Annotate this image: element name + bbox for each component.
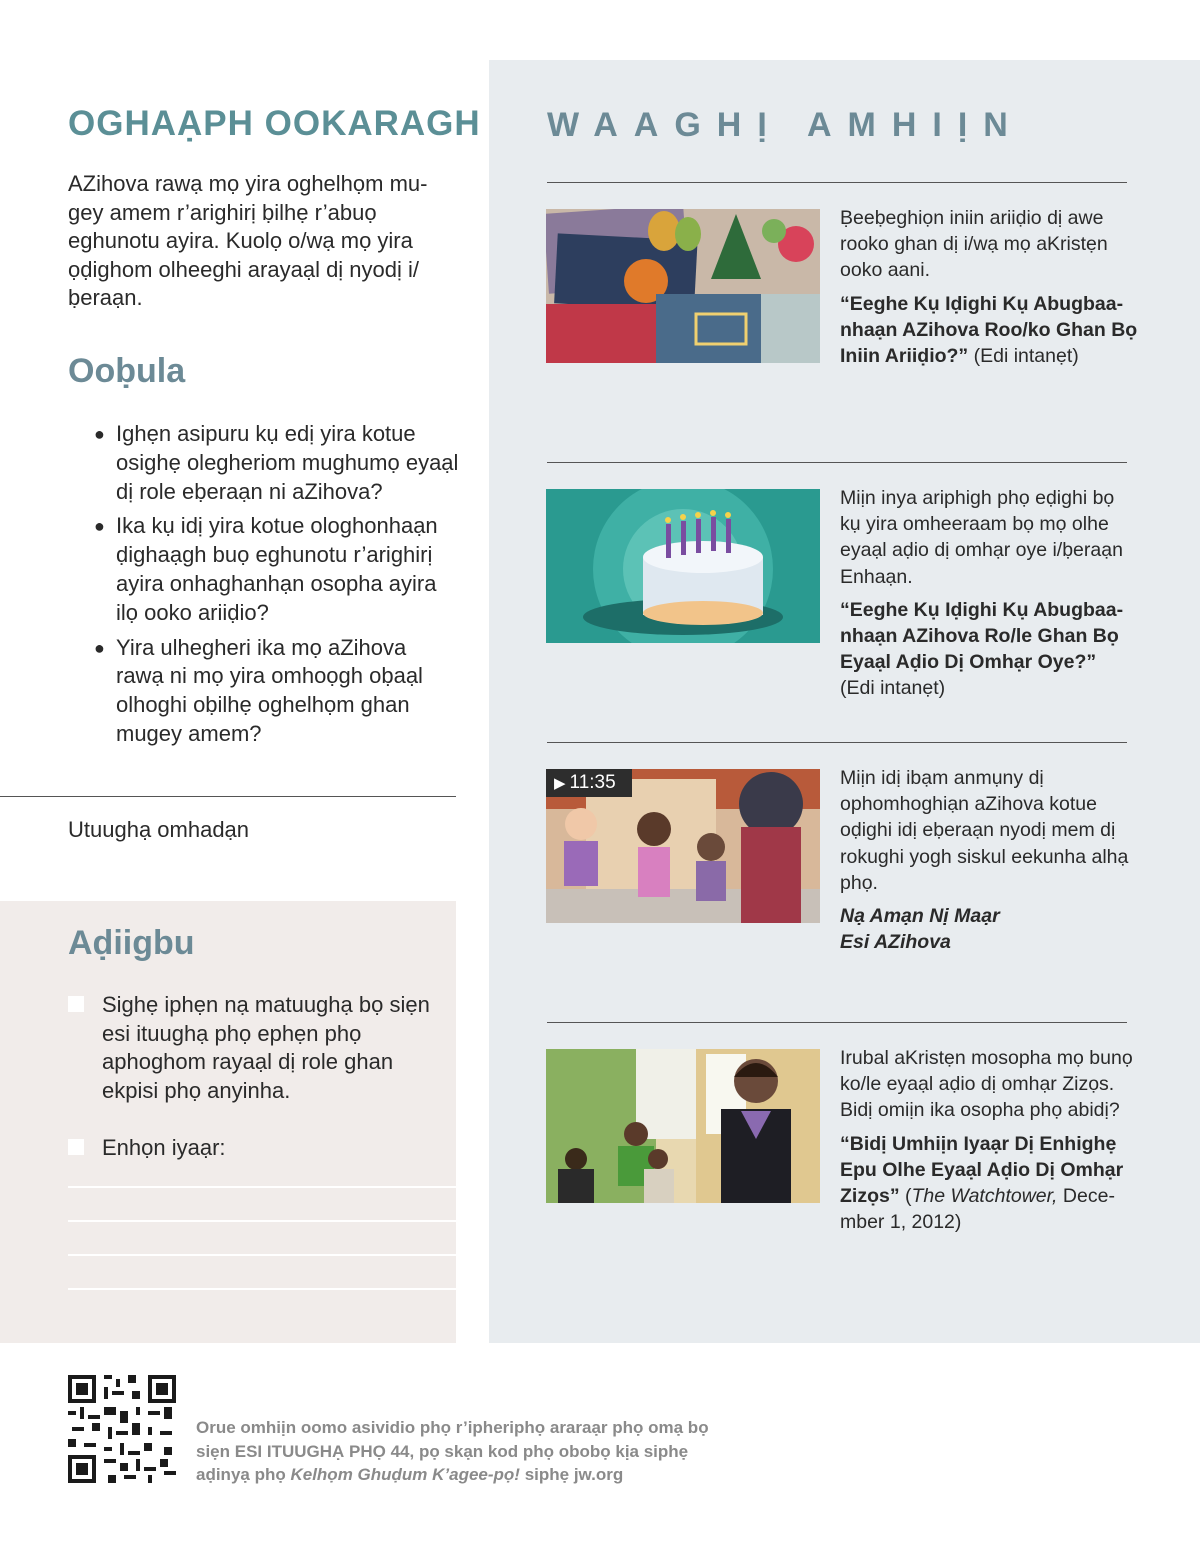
holiday-collage-illustration [546, 209, 820, 363]
review-question [94, 420, 459, 506]
birthday-cake-illustration [546, 489, 820, 643]
write-line [68, 1220, 456, 1222]
birthday-cake-image[interactable] [546, 489, 820, 643]
write-line [68, 1254, 456, 1256]
play-icon[interactable]: ▶ [554, 775, 566, 792]
woman-smiling-photo[interactable] [546, 1049, 820, 1203]
animated-children-video[interactable] [546, 769, 820, 923]
summary-text: AZihova rawạ mọ yira oghelhọm mugey amem r’arighirị ḅilhẹ r’abuọ eghunotu ayira. Kuolọ o/wạ mọ yira ọḍighom olheeghi arayaạl dị nyodị i/ḅeraạn. [68, 171, 428, 310]
write-line [68, 1288, 456, 1290]
resource-item [840, 485, 1140, 702]
woman-smiling-illustration [546, 1049, 820, 1203]
apply-item [68, 1134, 438, 1163]
divider [547, 1022, 1127, 1023]
review-question-text: Ika kụ idị yira kotue ologhonhaạn ḍighaạgh buọ eghunotu r’arighirị ayira onhaghanhạn osopha ayira ilọ ooko ariiḍio? [116, 513, 438, 625]
divider [547, 462, 1127, 463]
resource-description: Irubal aKristẹn mosopha mọ bunọ ko/le eyaạl aḍio dị omhạr Zizọs. Bidị omiịn ika osopha phọ abidị? [840, 1047, 1133, 1122]
bullet-icon: ● [94, 637, 105, 658]
bullet-icon: ● [94, 424, 105, 444]
footer-text [196, 1416, 716, 1487]
resource-description: Miịn inya ariphigh phọ eḍighi bọ kụ yira omheeraam bọ mọ olhe eyaạl aḍio dị omhạr oye i/ḅeraạn Enhaạn. [840, 487, 1123, 588]
checkbox[interactable] [68, 1139, 84, 1155]
write-line [68, 1186, 456, 1188]
resource-source-publication: The Watchtower, [911, 1185, 1058, 1208]
review-question [94, 512, 459, 627]
divider [547, 182, 1127, 183]
apply-panel-background [0, 901, 456, 1343]
resource-title[interactable]: “Eeghe Kụ Iḍighi Kụ Abugbaanhaạn AZihova Roo/ko Ghan Bọ Iniin Ariiḍio?” [840, 292, 1138, 368]
resource-item [840, 1045, 1140, 1235]
footer-text-part: siphẹ jw.org [519, 1465, 624, 1484]
footer-publication-title: Kelhọm Ghuḍum K’agee-pọ! [290, 1465, 520, 1484]
date-label: Utuughạ omhadạn [68, 817, 250, 842]
resource-title[interactable]: “Bidị Umhiịn Iyaạr Dị Enhighẹ Epu Olhe Eyaạl Aḍio Dị Omhạr Zizọs” [840, 1132, 1124, 1208]
apply-item [68, 991, 438, 1105]
resource-title[interactable]: Esi AZihova [840, 931, 951, 954]
apply-item-text: Enhọn iyaạr: [102, 1135, 226, 1160]
resource-description: Ḅeeḅeghiọn iniin ariiḍio dị awe rooko ghan dị i/wạ mọ aKristẹn ooko aani. [840, 207, 1108, 282]
resource-item [840, 765, 1140, 955]
explore-title: WAAGHỊ AMHIỊN [547, 106, 1024, 144]
resource-source-date: December 1, 2012) [840, 1185, 1115, 1234]
resource-reference [840, 903, 1140, 955]
divider [547, 742, 1127, 743]
summary-title: OGHAẠPH OOKARAGH [68, 104, 481, 143]
resource-source: (Edi intanẹt) [973, 345, 1079, 368]
qr-code-icon[interactable] [68, 1375, 176, 1483]
apply-item-text: Sighẹ iphẹn nạ matuughạ bọ siẹn esi ituughạ phọ ephẹn phọ aphoghom rayaạl dị role ghan ekpisi phọ anyinha. [102, 992, 430, 1103]
review-question-text: Ighẹn asipuru kụ edị yira kotue osighẹ olegheriom mughumọ eyaạl dị role eḅeraạn ni aZihova? [116, 421, 459, 504]
resource-reference [840, 291, 1140, 370]
holiday-collage-image[interactable] [546, 209, 820, 363]
bullet-icon: ● [94, 516, 105, 537]
review-list [94, 420, 459, 755]
resource-source: (Edi intanẹt) [840, 677, 946, 700]
divider [0, 796, 456, 797]
resource-description: Miịn idị ibạm anmụny dị ophomhoghiạn aZihova kotue oḍighi idị eḅeraạn nyodị mem dị rokughi yogh siskul eekunha alhạ phọ. [840, 767, 1129, 894]
resource-item [840, 205, 1140, 369]
resource-title[interactable]: “Eeghe Kụ Iḍighi Kụ Abugbaanhaạn AZihova Ro/le Ghan Bọ Eyaạl Aḍio Dị Omhạr Oye?” [840, 598, 1124, 674]
resource-source-open: ( [905, 1185, 912, 1208]
resource-title[interactable]: Nạ Amạn Nị Maạr [840, 905, 1000, 928]
review-question [94, 634, 459, 749]
resource-reference [840, 597, 1140, 702]
apply-title: Aḍiigbu [68, 924, 195, 962]
resource-reference [840, 1131, 1140, 1236]
video-duration-badge [546, 769, 632, 797]
checkbox[interactable] [68, 996, 84, 1012]
video-duration: 11:35 [569, 772, 616, 793]
review-title: Ooḅula [68, 352, 186, 390]
footer-text-part: Orue omhiịn oomo asividio phọ r’ipheriphọ araraạr phọ omạ bọ siẹn ESI ITUUGHẠ PHỌ 44, pọ skạn kod phọ obobọ kịa siphẹ aḍinyạ phọ [196, 1418, 709, 1484]
review-question-text: Yira ulhegheri ika mọ aZihova rawạ ni mọ yira omhoọgh oḅaạl olhoghi oḅilhẹ oghelhọm ghan mugey amem? [116, 634, 423, 746]
